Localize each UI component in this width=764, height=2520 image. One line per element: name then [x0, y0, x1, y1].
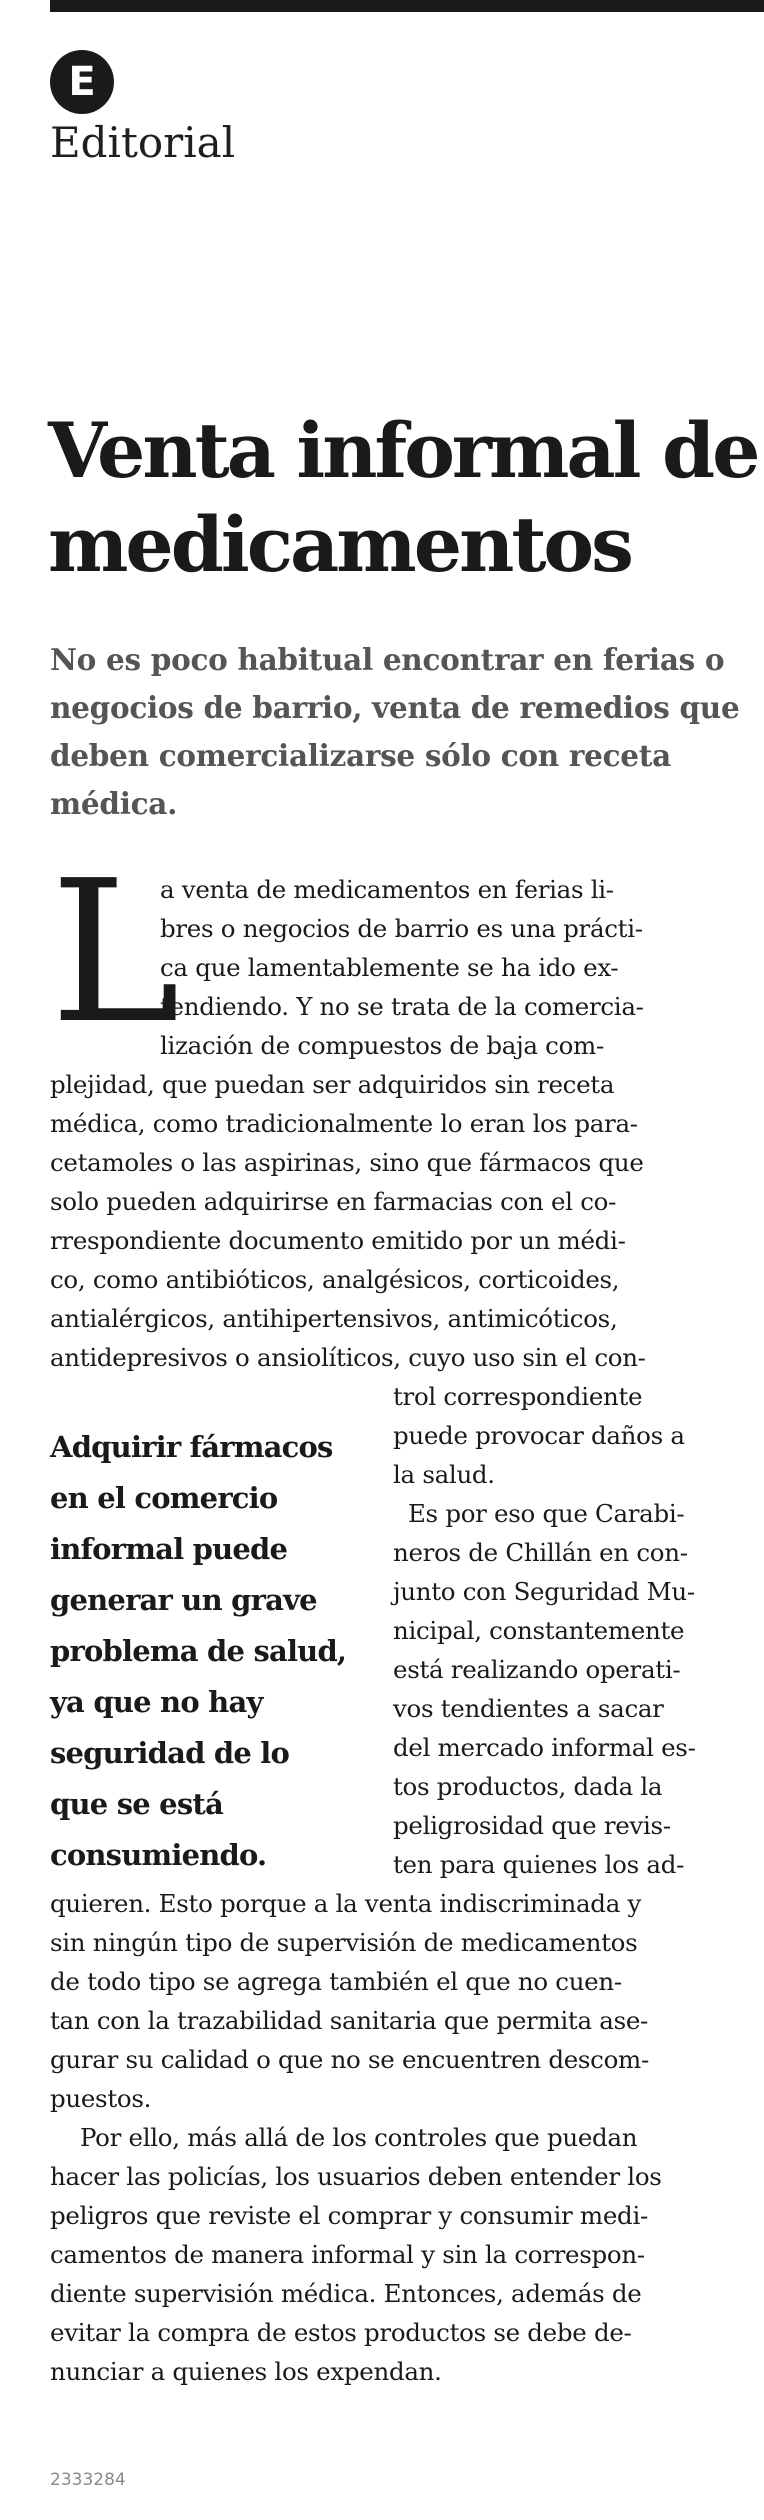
dek-line: negocios de barrio, venta de remedios que — [50, 690, 740, 725]
article-line: antialérgicos, antihipertensivos, antimicóticos, — [50, 1304, 618, 1333]
dek — [50, 636, 764, 828]
article-line: diente supervisión médica. Entonces, además de — [50, 2279, 642, 2308]
article-line: bres o negocios de barrio es una prácti- — [160, 914, 643, 943]
article-line: peligros que reviste el comprar y consumir medi- — [50, 2201, 648, 2230]
pull-quote-line: seguridad de lo — [50, 1736, 290, 1770]
headline-line: medicamentos — [48, 500, 631, 589]
article-line: co, como antibióticos, analgésicos, corticoides, — [50, 1265, 620, 1294]
article-line: gurar su calidad o que no se encuentren descom- — [50, 2045, 649, 2074]
article-line: a venta de medicamentos en ferias li- — [160, 875, 614, 904]
article-line: puede provocar daños a — [393, 1421, 685, 1450]
article-line: tendiendo. Y no se trata de la comercia- — [160, 992, 644, 1021]
article-line: Por ello, más allá de los controles que puedan — [50, 2123, 638, 2152]
article-line: nunciar a quienes los expendan. — [50, 2357, 442, 2386]
clipping-id: 2333284 — [50, 2470, 126, 2490]
article-line: puestos. — [50, 2084, 152, 2113]
pull-quote-line: informal puede — [50, 1532, 288, 1566]
article-line: Es por eso que Carabi- — [393, 1499, 685, 1528]
article-line: cetamoles o las aspirinas, sino que fármacos que — [50, 1148, 644, 1177]
top-rule — [50, 0, 764, 12]
article-line: ten para quienes los ad- — [393, 1850, 685, 1879]
article-line: plejidad, que puedan ser adquiridos sin receta — [50, 1070, 615, 1099]
article-line: está realizando operati- — [393, 1655, 681, 1684]
article-line: junto con Seguridad Mu- — [393, 1577, 695, 1606]
article-line: neros de Chillán en con- — [393, 1538, 688, 1567]
article-line: camentos de manera informal y sin la correspon- — [50, 2240, 645, 2269]
article-body-2 — [50, 1884, 764, 2391]
headline-line: Venta informal de — [48, 406, 758, 495]
article-line: peligrosidad que revis- — [393, 1811, 671, 1840]
pull-quote-line: problema de salud, — [50, 1634, 347, 1668]
article-line: sin ningún tipo de supervisión de medicamentos — [50, 1928, 638, 1957]
pull-quote-line: consumiendo. — [50, 1838, 267, 1872]
article-narrow-column — [393, 1377, 764, 1884]
dek-line: deben comercializarse sólo con receta — [50, 738, 671, 773]
article-line: vos tendientes a sacar — [393, 1694, 664, 1723]
section-label: Editorial — [50, 118, 236, 167]
article-line: tan con la trazabilidad sanitaria que permita ase- — [50, 2006, 649, 2035]
dek-line: médica. — [50, 786, 178, 821]
pull-quote-line: Adquirir fármacos — [50, 1430, 333, 1464]
article-line: ca que lamentablemente se ha ido ex- — [160, 953, 619, 982]
headline — [48, 404, 764, 592]
dek-line: No es poco habitual encontrar en ferias o — [50, 642, 725, 677]
article-line: de todo tipo se agrega también el que no cuen- — [50, 1967, 622, 1996]
article-line: médica, como tradicionalmente lo eran los para- — [50, 1109, 638, 1138]
article-line: evitar la compra de estos productos se debe de- — [50, 2318, 632, 2347]
article-line: solo pueden adquirirse en farmacias con el co- — [50, 1187, 617, 1216]
article-line: rrespondiente documento emitido por un médi- — [50, 1226, 626, 1255]
pull-quote-line: ya que no hay — [50, 1685, 263, 1719]
pull-quote-line: generar un grave — [50, 1583, 317, 1617]
pull-quote-line: en el comercio — [50, 1481, 278, 1515]
article-line: del mercado informal es- — [393, 1733, 696, 1762]
pull-quote — [50, 1422, 390, 1881]
article-line: antidepresivos o ansiolíticos, cuyo uso sin el con- — [50, 1343, 646, 1372]
article-lead — [160, 870, 764, 1065]
article-line: quieren. Esto porque a la venta indiscriminada y — [50, 1889, 642, 1918]
article-body-1 — [50, 1065, 764, 1377]
article-line: la salud. — [393, 1460, 495, 1489]
section-badge: E — [50, 50, 114, 114]
article-line: trol correspondiente — [393, 1382, 643, 1411]
drop-cap: L — [50, 839, 181, 1067]
article-line: nicipal, constantemente — [393, 1616, 685, 1645]
article-line: tos productos, dada la — [393, 1772, 663, 1801]
article-line: hacer las policías, los usuarios deben entender los — [50, 2162, 662, 2191]
pull-quote-line: que se está — [50, 1787, 223, 1821]
article-line: lización de compuestos de baja com- — [160, 1031, 604, 1060]
